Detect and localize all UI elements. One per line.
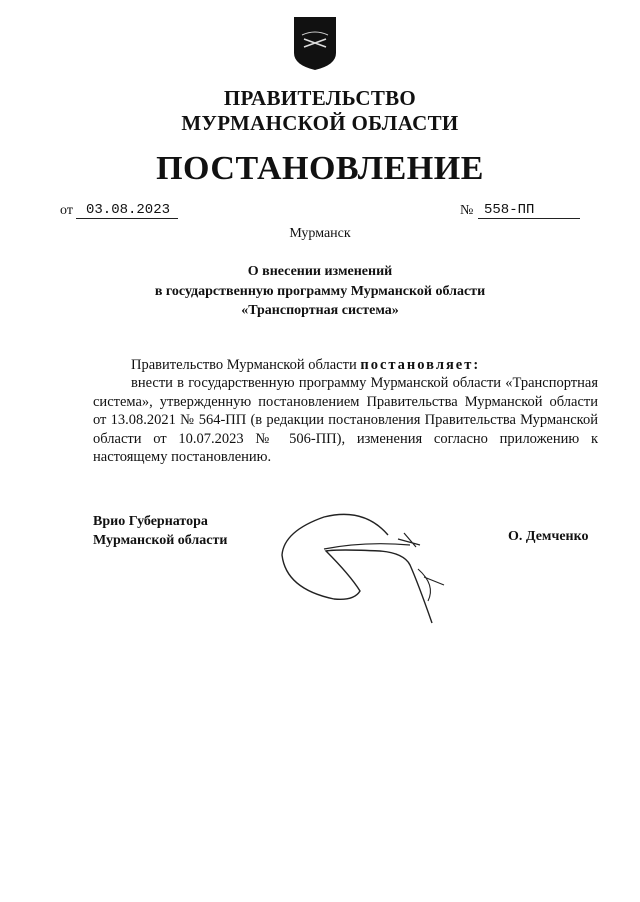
preamble-text: Правительство Мурманской области (131, 357, 361, 373)
organization-name-line2: МУРМАНСКОЙ ОБЛАСТИ (181, 111, 459, 135)
subject-line1: О внесении изменений (247, 264, 393, 279)
subject-line2: в государственную программу Мурманской области (154, 284, 486, 299)
body-paragraph: внести в государственную программу Мурманской области «Транспортная система», утвержденную постановлением Правительства Мурманской области от 13.08.2021 № 564-ПП (в редакции постановления Правительства Мурманской области от 10.07.2023 № 506-ПП), изменения согласно приложению к настоящему постановлению. (93, 375, 598, 465)
organization-name-line1: ПРАВИТЕЛЬСТВО (223, 86, 417, 110)
signatory-title (93, 513, 227, 550)
signatory-name: О. Демченко (508, 529, 589, 544)
preamble-decree-word: постановляет: (360, 357, 481, 373)
signatory-title-line1: Врио Губернатора (93, 514, 208, 529)
subject-line3: «Транспортная система» (241, 303, 399, 318)
document-number: 558-ПП (478, 202, 580, 219)
date-label: от (60, 203, 73, 218)
preamble (131, 357, 480, 374)
document-date: 03.08.2023 (76, 202, 178, 219)
signatory-title-line2: Мурманской области (93, 532, 228, 548)
city: Мурманск (289, 226, 351, 241)
number-label: № (460, 203, 474, 218)
coat-of-arms-icon (292, 15, 338, 71)
document-type-title: ПОСТАНОВЛЕНИЕ (156, 150, 484, 187)
handwritten-signature (268, 505, 458, 635)
